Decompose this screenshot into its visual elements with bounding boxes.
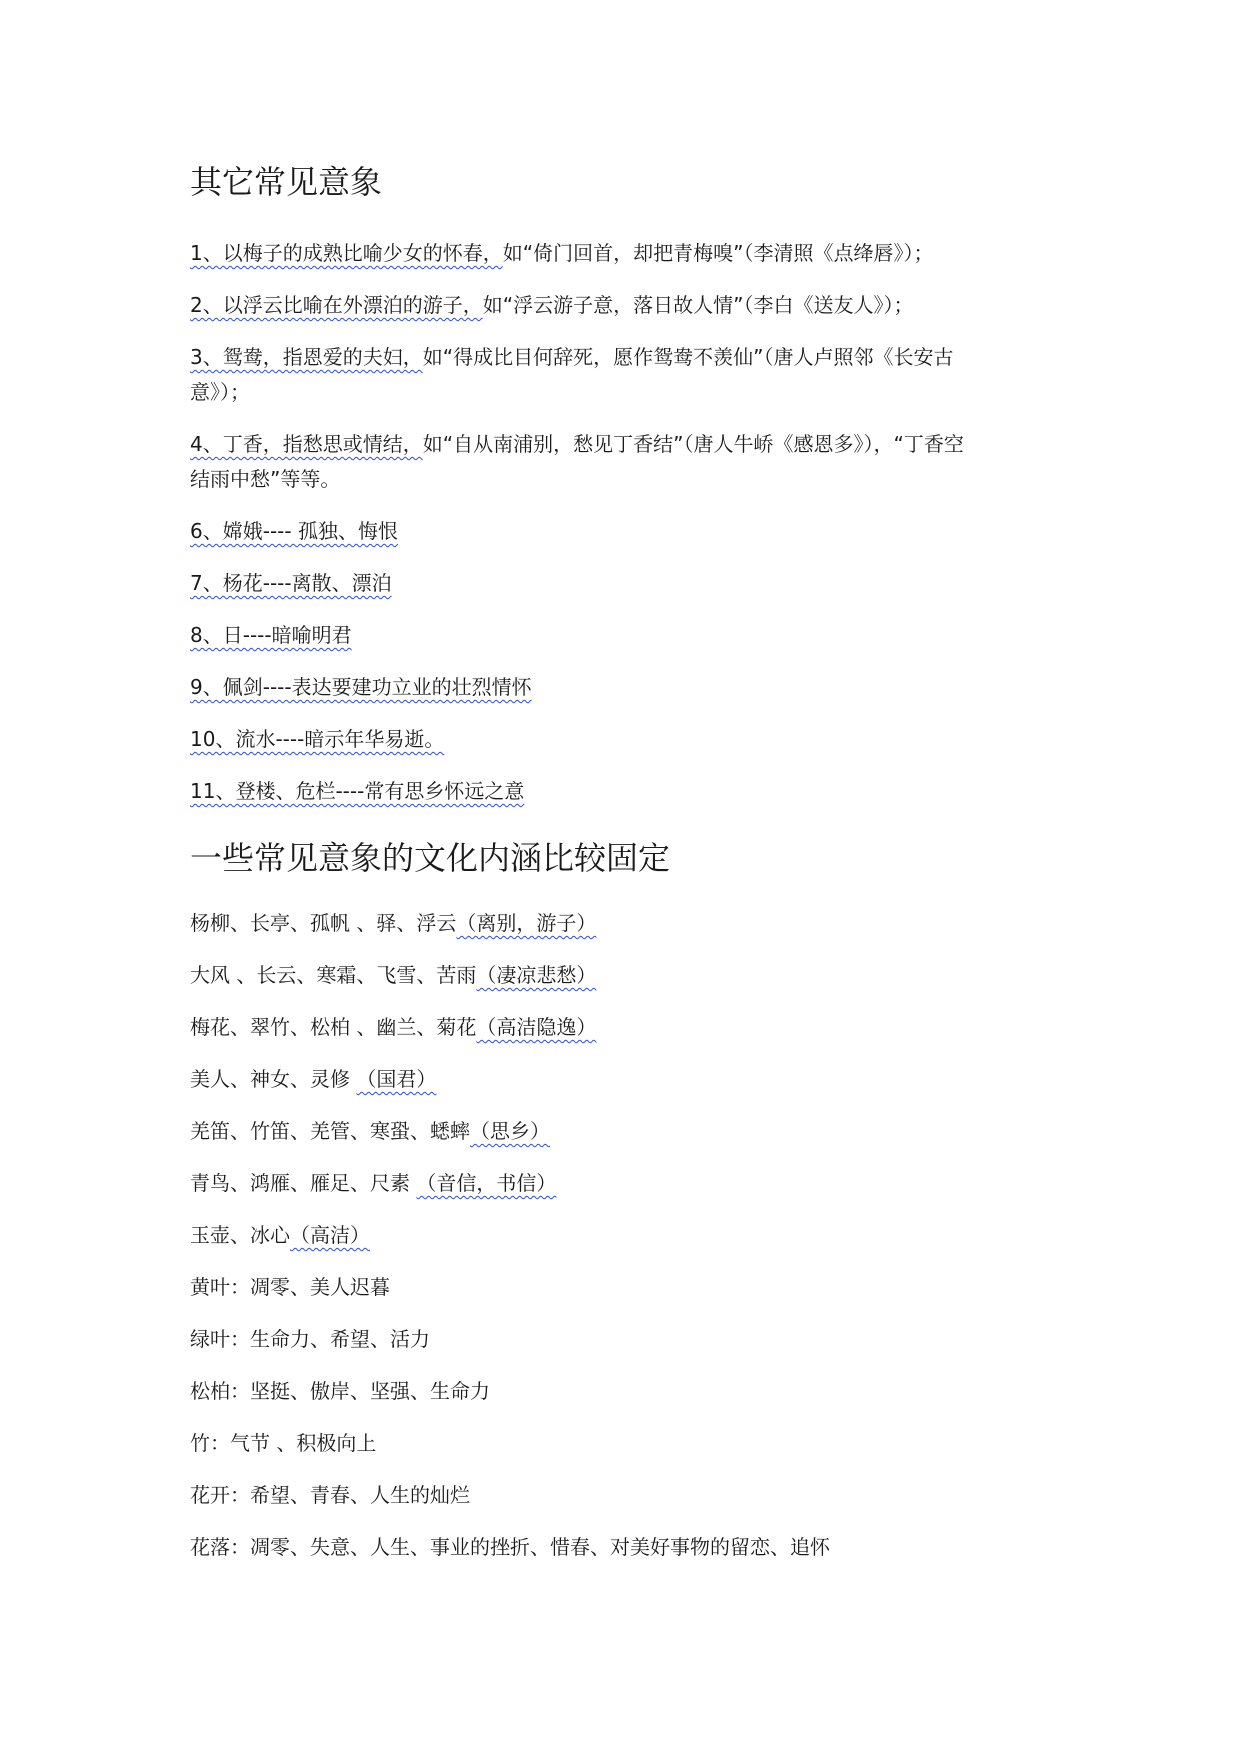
list-item [190, 566, 392, 600]
list-item: 花落：凋零、失意、人生、事业的挫折、惜春、对美好事物的留恋、追怀 [190, 1535, 830, 1559]
list-item: 竹：气节 、积极向上 [190, 1431, 377, 1455]
underlined-text: 1、以梅子的成熟比喻少女的怀春， [190, 241, 503, 265]
list-item [190, 1062, 436, 1096]
list-item: 花开：希望、青春、人生的灿烂 [190, 1483, 470, 1507]
list-item-continuation: 结雨中愁”等等。 [190, 467, 341, 491]
list-item [190, 1218, 370, 1252]
underlined-text: 9、佩剑----表达要建功立业的壮烈情怀 [190, 675, 532, 699]
underlined-text: 4、丁香，指愁思或情结， [190, 432, 423, 456]
underlined-text: （国君） [356, 1067, 437, 1091]
list-item: 绿叶：生命力、希望、活力 [190, 1327, 430, 1351]
item-text: 玉壶、冰心 [190, 1223, 290, 1247]
list-item [190, 1166, 556, 1200]
item-text: 青鸟、鸿雁、雁足、尺素 [190, 1171, 417, 1195]
list-item [190, 1010, 596, 1044]
item-text: 杨柳、长亭、孤帆 、驿、浮云 [190, 911, 457, 935]
item-text: 如“浮云游子意，落日故人情”（李白《送友人》）； [482, 293, 914, 317]
underlined-text: （凄凉悲愁） [476, 963, 597, 987]
list-item [190, 288, 913, 322]
list-item [190, 958, 596, 992]
item-text: 如“自从南浦别，愁见丁香结”（唐人牛峤《感恩多》），“丁香空 [422, 432, 964, 456]
list-item [190, 670, 532, 704]
underlined-text: 8、日----暗喻明君 [190, 623, 352, 647]
list-item: 黄叶：凋零、美人迟暮 [190, 1275, 390, 1299]
item-text: 梅花、翠竹、松柏 、幽兰、菊花 [190, 1015, 477, 1039]
underlined-text: （高洁隐逸） [476, 1015, 597, 1039]
list-item [190, 618, 352, 652]
item-text: 羌笛、竹笛、羌管、寒蛩、蟋蟀 [190, 1119, 470, 1143]
list-item [190, 427, 964, 461]
underlined-text: （高洁） [290, 1223, 370, 1247]
underlined-text: （思乡） [470, 1119, 550, 1143]
list-item [190, 236, 933, 270]
underlined-text: 6、嫦娥---- 孤独、悔恨 [190, 519, 398, 543]
underlined-text: （音信，书信） [416, 1171, 557, 1195]
section2-title: 一些常见意象的文化内涵比较固定 [190, 839, 671, 877]
underlined-text: 10、流水----暗示年华易逝。 [190, 727, 445, 751]
list-item [190, 906, 596, 940]
section1-title: 其它常见意象 [190, 163, 383, 201]
underlined-text: 11、登楼、危栏----常有思乡怀远之意 [190, 779, 525, 803]
list-item: 松柏：坚挺、傲岸、坚强、生命力 [190, 1379, 490, 1403]
list-item-continuation: 意》）； [190, 380, 250, 404]
underlined-text: （离别，游子） [456, 911, 597, 935]
list-item [190, 1114, 550, 1148]
item-text: 大风 、长云、寒霜、飞雪、苦雨 [190, 963, 477, 987]
underlined-text: 3、鸳鸯，指恩爱的夫妇， [190, 345, 423, 369]
item-text: 如“倚门回首，却把青梅嗅”（李清照《点绛唇》）； [502, 241, 934, 265]
list-item [190, 514, 398, 548]
list-item [190, 722, 444, 756]
underlined-text: 2、以浮云比喻在外漂泊的游子， [190, 293, 483, 317]
item-text: 美人、神女、灵修 [190, 1067, 357, 1091]
item-text: 如“得成比目何辞死，愿作鸳鸯不羡仙”（唐人卢照邻《长安古 [422, 345, 954, 369]
list-item [190, 774, 524, 808]
list-item [190, 340, 953, 374]
underlined-text: 7、杨花----离散、漂泊 [190, 571, 392, 595]
